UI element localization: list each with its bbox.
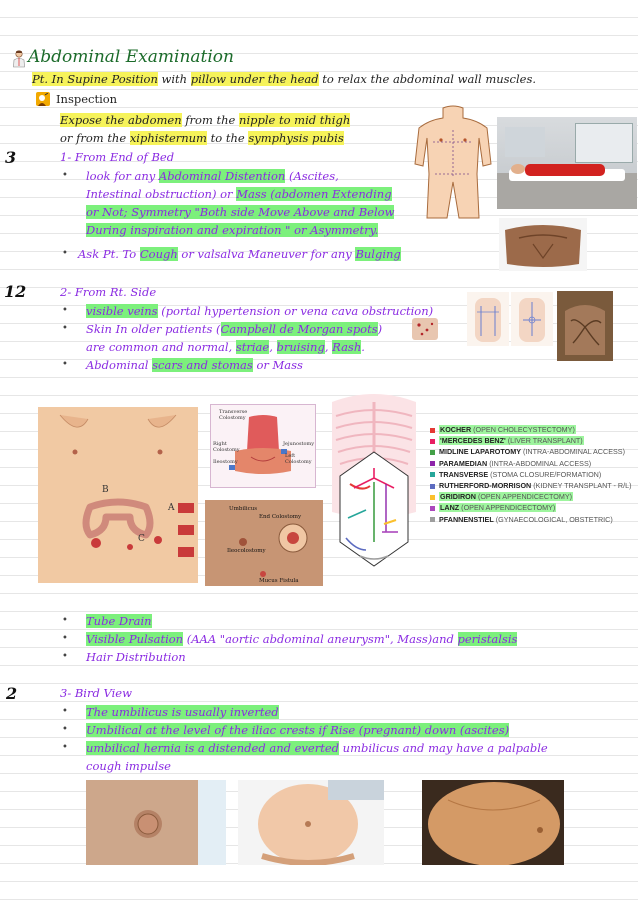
pillow-text: pillow under the head <box>190 72 319 86</box>
bullet: • <box>62 323 68 334</box>
incision-name: 'MERCEDES BENZ' <box>440 436 506 446</box>
incision-name: RUTHERFORD-MORRISON <box>439 481 532 490</box>
legend-swatch <box>430 439 435 444</box>
stoma-sites-diagram <box>38 407 198 583</box>
bullet: • <box>62 170 68 181</box>
incision-name: PFANNENSTIEL <box>439 514 494 524</box>
incision-legend-item <box>430 481 632 490</box>
section1-heading: 1- From End of Bed <box>60 150 175 164</box>
legend-swatch <box>430 472 435 477</box>
venous-flow-diagram-1 <box>467 292 509 346</box>
section2-b1: visible veins (portal hypertension or vena cava obstruction) <box>86 304 434 318</box>
side-number-2: 12 <box>4 282 27 301</box>
legend-swatch <box>430 450 435 455</box>
legend-swatch <box>430 428 435 433</box>
section1-b1-l2: Intestinal obstruction) or Mass (abdomen Extending <box>86 187 392 201</box>
bullet: • <box>62 615 68 626</box>
distended-abdomen-photo <box>499 218 587 271</box>
label-end-colostomy: End Colostomy <box>259 514 302 520</box>
incision-name: MIDLINE LAPAROTOMY <box>439 447 521 457</box>
section1-b1-l3: or Not; Symmetry "Both side Move Above and Below <box>86 205 395 219</box>
incisions-diagram <box>326 392 422 578</box>
section2-heading: 2- From Rt. Side <box>60 285 157 299</box>
end-colostomy-photo <box>205 500 323 586</box>
legend-text <box>439 515 613 524</box>
doctor-icon <box>12 50 26 68</box>
section3-b3: umbilical hernia is a distended and everted umbilicus and may have a palpable <box>86 741 548 755</box>
incision-name: LANZ <box>440 503 460 513</box>
legend-text <box>439 436 584 445</box>
stoma-label-b: B <box>102 485 109 495</box>
hair-distribution: Hair Distribution <box>86 650 186 664</box>
incision-description: (OPEN APPENDICECTOMY) <box>461 503 556 513</box>
incision-legend-item <box>430 447 625 456</box>
bullet: • <box>62 305 68 316</box>
incision-description: (KIDNEY TRANSPLANT - R/L) <box>533 481 632 490</box>
section1-b1-l1: look for any Abdominal Distention (Ascites, <box>86 169 339 183</box>
bullet: • <box>62 651 68 662</box>
label-ileocolostomy: Ileocolostomy <box>227 548 266 554</box>
stoma-label-a: A <box>168 503 175 513</box>
incision-description: (STOMA CLOSURE/FORMATION) <box>490 469 602 479</box>
incision-legend-item <box>430 459 591 468</box>
section1-b2: Ask Pt. To Cough or valsalva Maneuver for any Bulging <box>78 247 401 261</box>
section2-b2: Skin In older patients (Campbell de Morgan spots) <box>86 322 383 336</box>
positioning-line: Pt. In Supine Position with pillow under the head to relax the abdominal wall muscles. <box>32 72 537 86</box>
label-umbilicus: Umbilicus <box>229 506 258 512</box>
incision-description: (OPEN APPENDICECTOMY) <box>477 492 573 502</box>
legend-text <box>439 481 632 490</box>
side-number-3: 2 <box>6 684 18 703</box>
incision-legend-item <box>430 436 584 445</box>
inspector-icon <box>36 92 50 106</box>
patient-on-bed-photo <box>497 117 637 209</box>
side-number-1: 3 <box>5 148 17 167</box>
section3-b1: The umbilicus is usually inverted <box>86 705 279 719</box>
incision-description: (GYNAECOLOGICAL, OBSTETRIC) <box>495 514 613 524</box>
bullet: • <box>62 706 68 717</box>
label-mucus-fistula: Mucus Fistula <box>259 578 299 584</box>
incision-legend-item <box>430 503 556 512</box>
label-transverse-colostomy: Transverse Colostomy <box>219 409 248 421</box>
label-right-colostomy: Right Colostomy <box>213 441 240 453</box>
legend-swatch <box>430 484 435 489</box>
incision-legend-item <box>430 492 573 501</box>
legend-text <box>439 447 625 456</box>
section2-b2-l2: are common and normal, striae, bruising, Rash. <box>86 340 365 354</box>
page-title: Abdominal Examination <box>28 47 234 67</box>
legend-text <box>439 459 591 468</box>
stoma-label-c: C <box>138 534 145 544</box>
label-jejunostomy: Jejunostomy <box>283 441 315 447</box>
incision-name: TRANSVERSE <box>439 469 489 479</box>
incision-description: (INTRA-ABDOMINAL ACCESS) <box>523 447 625 457</box>
pregnant-abdomen-photo <box>238 780 384 865</box>
bullet: • <box>62 724 68 735</box>
campbell-spots-photo <box>412 318 438 340</box>
supine-position-text: Pt. In Supine Position <box>32 72 158 86</box>
incision-name: PARAMEDIAN <box>439 458 488 468</box>
expose-line-2: or from the xiphisternum to the symphysis pubis <box>60 131 344 145</box>
umbilical-hernia-photo <box>86 780 226 865</box>
incision-legend-item <box>430 515 613 524</box>
bullet: • <box>62 742 68 753</box>
visible-pulsation: Visible Pulsation (AAA "aortic abdominal aneurysm", Mass)and peristalsis <box>86 632 518 646</box>
incision-legend-item <box>430 470 601 479</box>
bullet: • <box>62 248 68 259</box>
legend-text <box>439 470 601 479</box>
section3-b2: Umbilical at the level of the iliac crests if Rise (pregnant) down (ascites) <box>86 723 510 737</box>
legend-swatch <box>430 517 435 522</box>
caput-medusae-photo <box>557 291 613 361</box>
label-ileostomy: Ileostomy <box>213 459 238 465</box>
colon-stoma-diagram <box>210 404 316 488</box>
bullet: • <box>62 359 68 370</box>
incision-legend-item <box>430 425 576 434</box>
venous-flow-diagram-2 <box>511 292 553 346</box>
ascites-abdomen-photo <box>422 780 564 865</box>
legend-swatch <box>430 461 435 466</box>
bullet: • <box>62 633 68 644</box>
incision-name: KOCHER <box>440 425 472 434</box>
incision-description: (INTRA-ABDOMINAL ACCESS) <box>489 458 592 468</box>
section3-heading: 3- Bird View <box>60 686 132 700</box>
inspection-label: Inspection <box>56 92 118 106</box>
incision-description: (LIVER TRANSPLANT) <box>507 436 583 446</box>
legend-swatch <box>430 495 435 500</box>
tube-drain: Tube Drain <box>86 614 152 628</box>
legend-text <box>439 425 576 434</box>
label-left-colostomy: Left Colostomy <box>285 453 312 465</box>
section3-b3-l2: cough impulse <box>86 759 171 773</box>
incision-description: (OPEN CHOLECYSTECTOMY) <box>473 425 575 434</box>
torso-diagram <box>413 104 493 220</box>
section1-b1-l4: During inspiration and expiration " or Asymmetry. <box>86 223 379 237</box>
legend-text <box>439 492 573 501</box>
section2-b3: Abdominal scars and stomas or Mass <box>86 358 303 372</box>
legend-text <box>439 503 556 512</box>
legend-swatch <box>430 506 435 511</box>
expose-line-1: Expose the abdomen from the nipple to mid thigh <box>60 113 351 127</box>
incision-name: GRIDIRON <box>440 492 476 502</box>
